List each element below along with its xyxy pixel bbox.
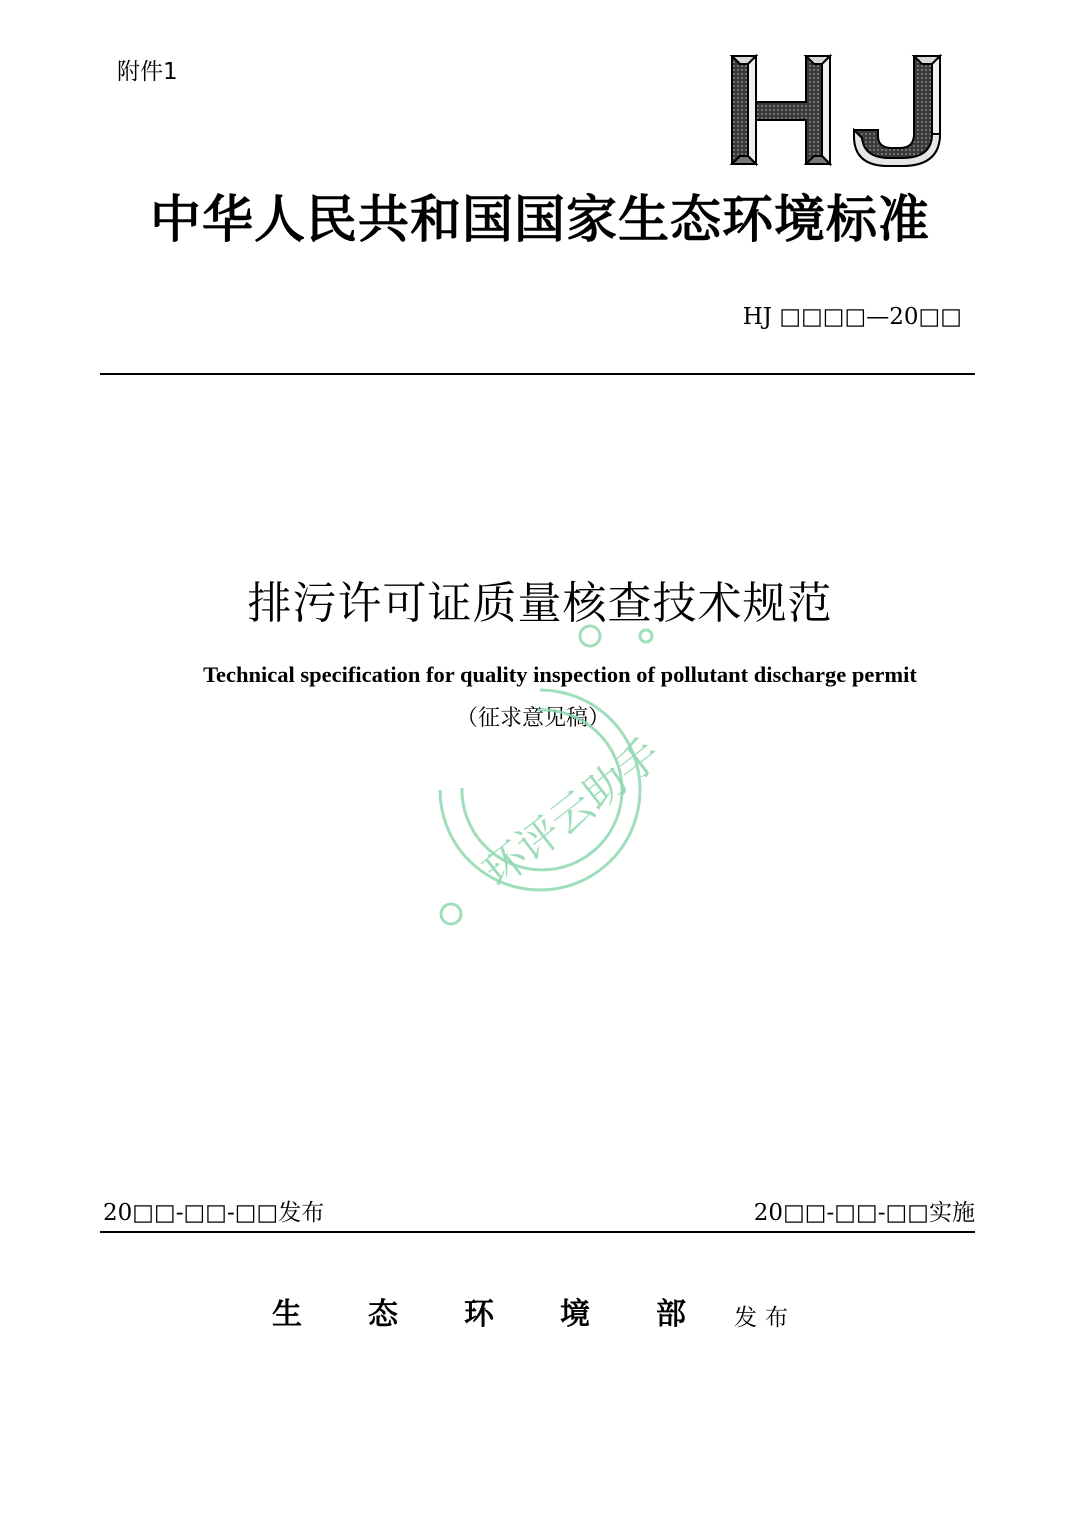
organization-title: 中华人民共和国国家生态环境标准 — [149, 191, 930, 250]
chinese-title: 排污许可证质量核查技术规范 — [247, 578, 833, 629]
publisher-char: 环 — [464, 1297, 494, 1332]
english-title: Technical specification for quality inspection of pollutant discharge permit — [203, 662, 917, 687]
implement-date: 20□□-□□-□□实施 — [753, 1200, 975, 1226]
draft-status: （征求意见稿） — [455, 706, 610, 731]
watermark-stamp — [400, 600, 680, 940]
standard-number: HJ □□□□—20□□ — [742, 304, 962, 330]
watermark-text: 环评云助手 — [474, 728, 670, 897]
publisher-char: 态 — [368, 1297, 398, 1332]
attachment-label: 附件1 — [117, 59, 178, 85]
publisher-char: 境 — [560, 1297, 590, 1332]
top-divider — [100, 373, 975, 375]
publisher-char: 生 — [272, 1297, 302, 1332]
hj-logo — [728, 52, 948, 170]
publisher-char: 部 — [656, 1297, 686, 1332]
bottom-divider — [100, 1231, 975, 1233]
publish-date: 20□□-□□-□□发布 — [103, 1200, 325, 1226]
publisher-name — [272, 1294, 752, 1336]
publish-word: 发布 — [734, 1305, 796, 1331]
